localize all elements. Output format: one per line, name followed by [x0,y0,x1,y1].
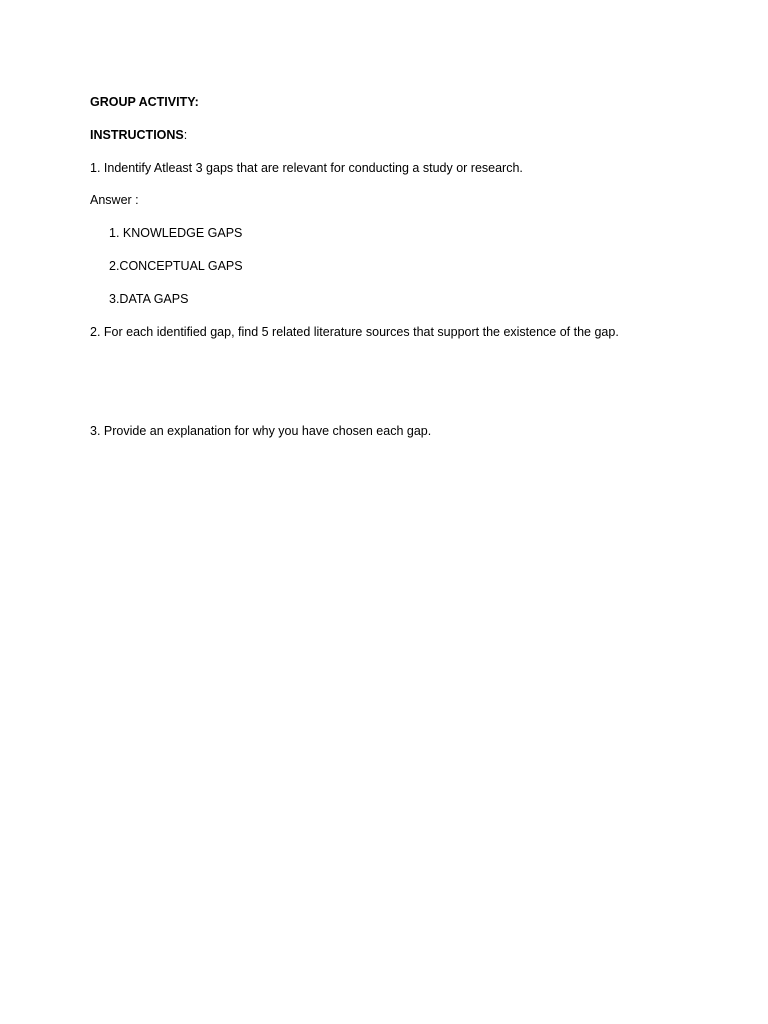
activity-heading: GROUP ACTIVITY: [90,95,199,109]
instructions-heading [90,127,187,143]
instruction-item-3: 3. Provide an explanation for why you have chosen each gap. [90,424,432,438]
instruction-item-2: 2. For each identified gap, find 5 related literature sources that support the existence of the gap. [90,325,619,339]
answer-item-3: 3.DATA GAPS [109,292,189,306]
answer-item-1: 1. KNOWLEDGE GAPS [109,226,243,240]
instruction-item-1: 1. Indentify Atleast 3 gaps that are relevant for conducting a study or research. [90,161,523,175]
answer-item-2: 2.CONCEPTUAL GAPS [109,259,243,273]
answer-label: Answer : [90,193,139,207]
instructions-label: INSTRUCTIONS [90,128,184,142]
instructions-colon: : [183,128,188,142]
